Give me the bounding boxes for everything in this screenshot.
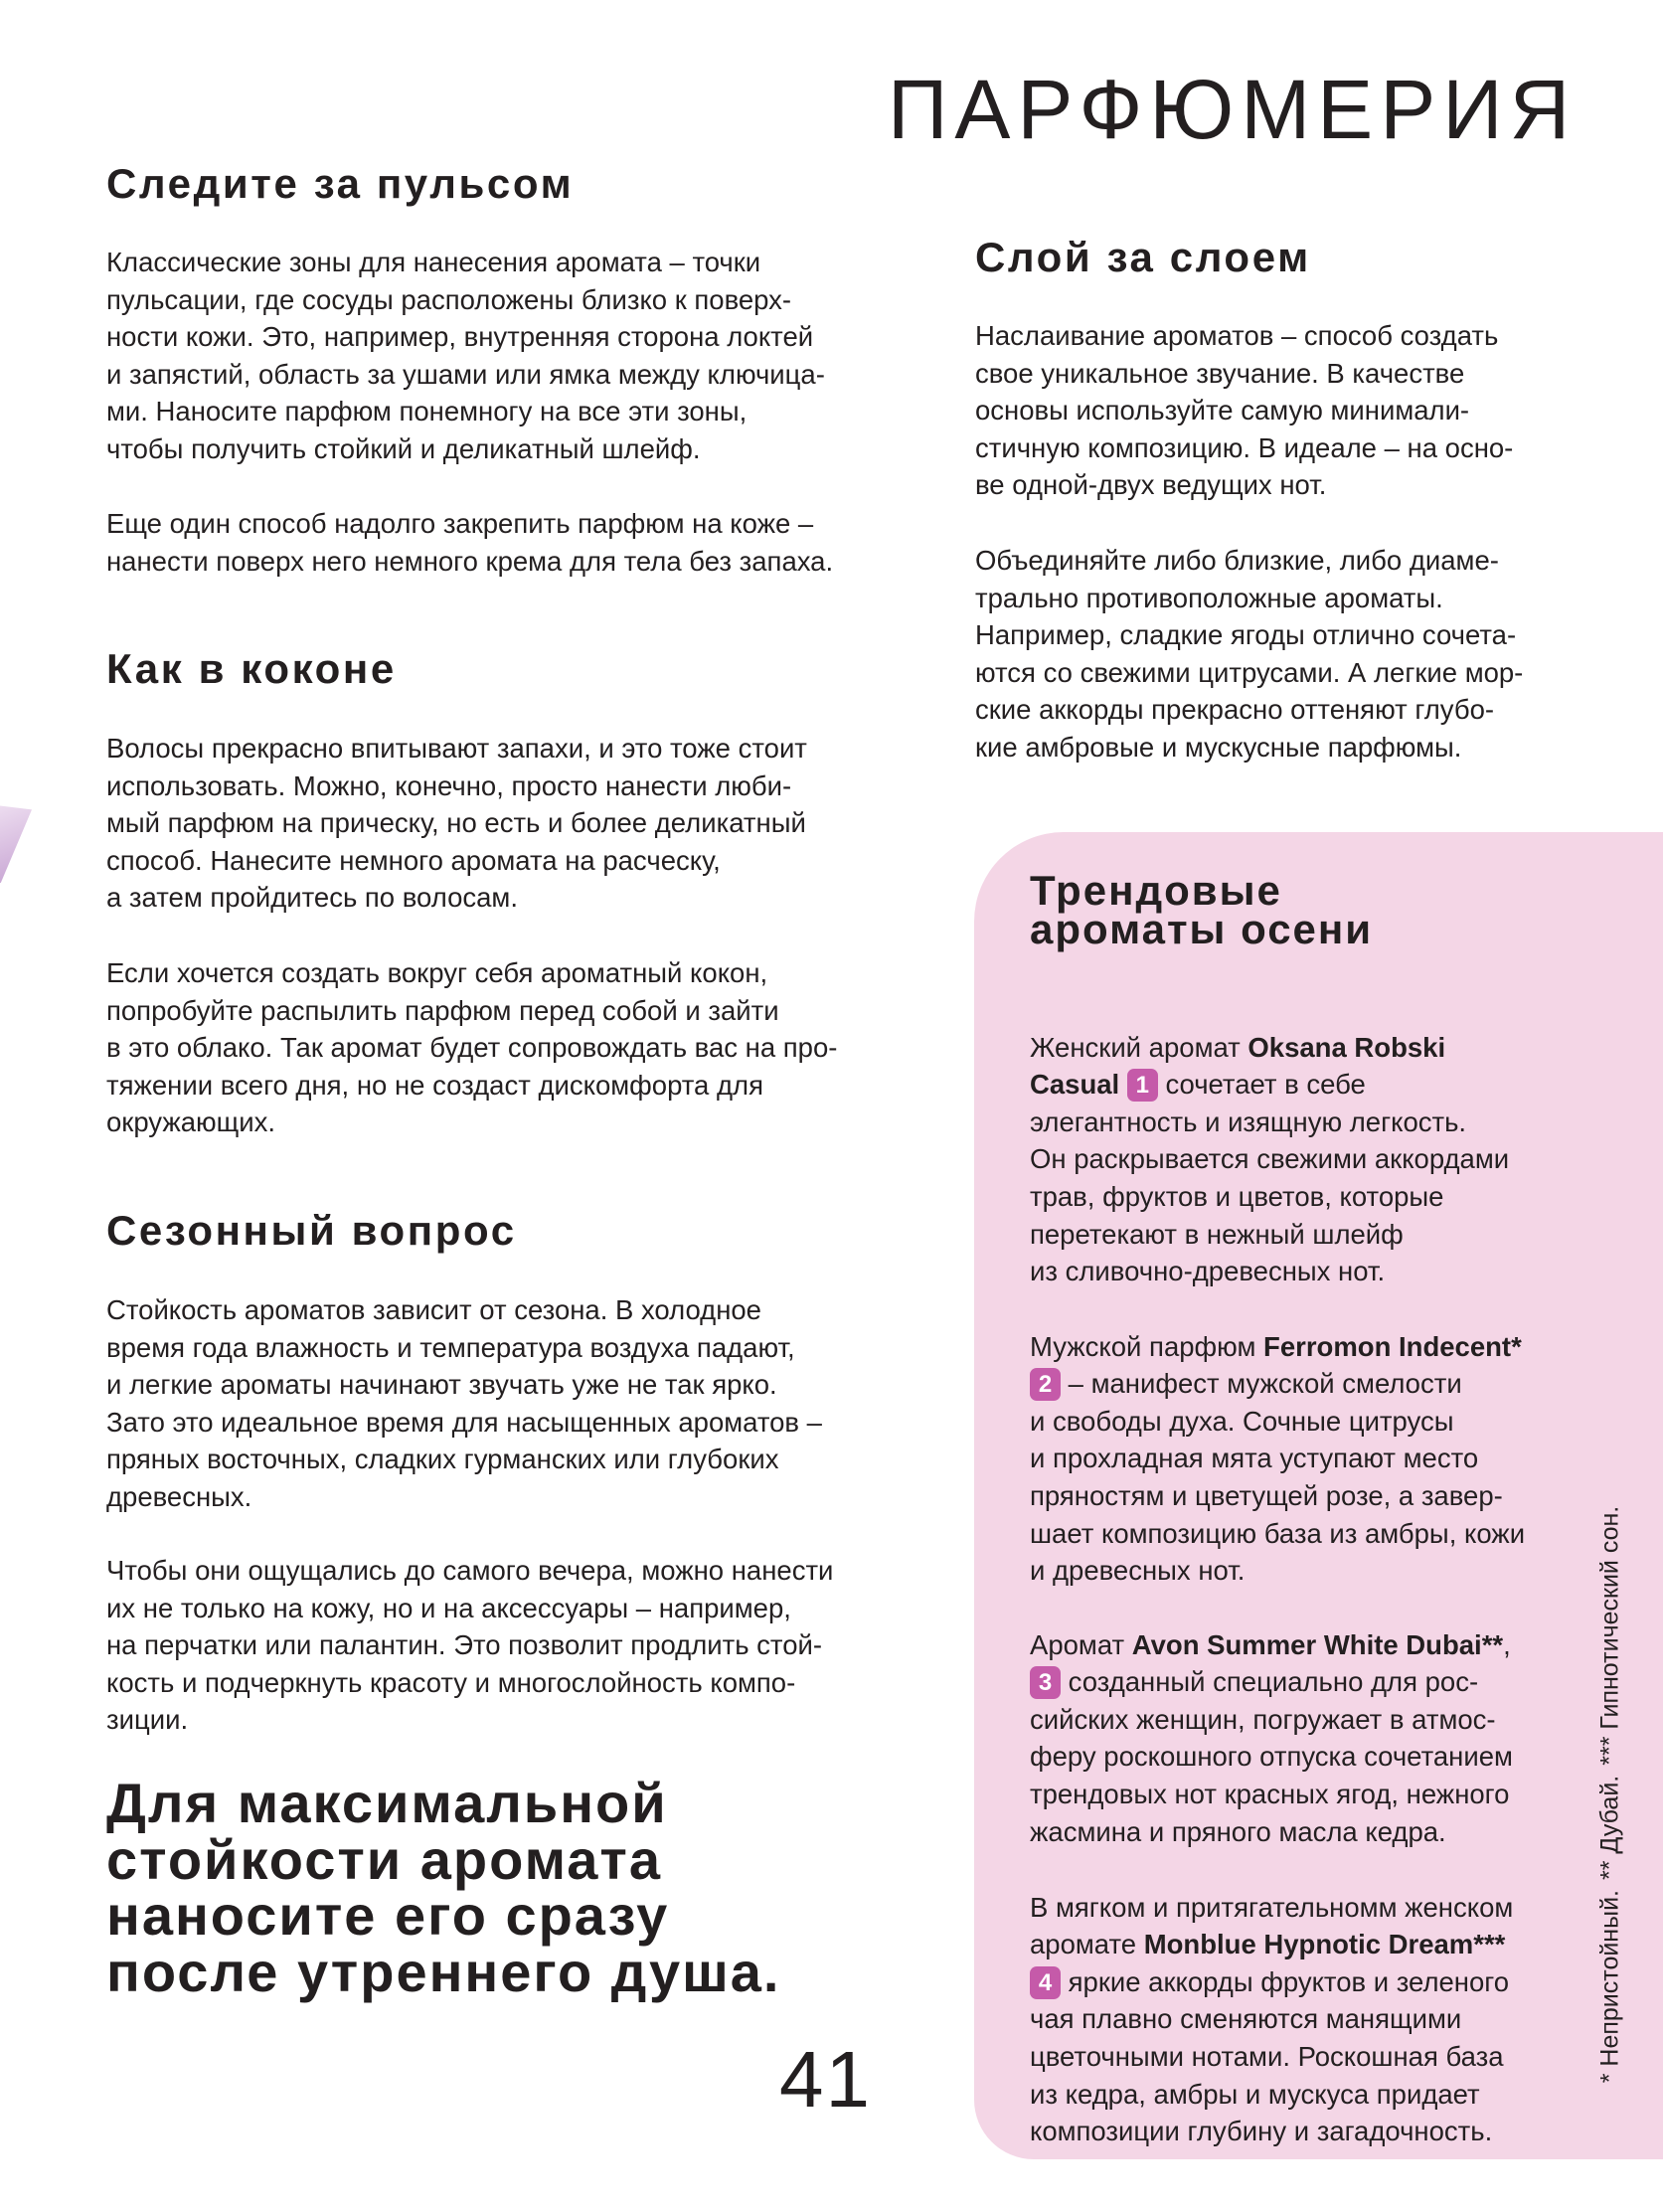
item-text: сочетает в себе элегантность и изящную легкость. Он раскрывается свежими аккордами трав, фруктов и цветов, которые перетекают в нежный шлейф из сливочно-древесных нот. bbox=[1030, 1069, 1510, 1287]
item-text: яркие аккорды фруктов и зеленого чая плавно сменяются манящими цветочными нотами. Роскошная база из кедра, амбры и мускуса придает композиции глубину и загадочность. bbox=[1030, 1965, 1509, 2147]
paragraph: Классические зоны для нанесения аромата – точки пульсации, где сосуды расположены близко к поверх- ности кожи. Это, например, внутренняя сторона локтей и запястий, область за ушами или ямка между ключица- ми. Наносите парфюм понемногу на все эти зоны, чтобы получить стойкий и деликатный шлейф. bbox=[106, 247, 825, 464]
item-text: Аромат bbox=[1030, 1628, 1132, 1660]
trend-item bbox=[1030, 991, 1586, 1290]
footnote: * Непристойный. bbox=[1595, 1890, 1624, 2084]
footnote: *** Гипнотический сон. bbox=[1595, 1505, 1624, 1766]
trend-item bbox=[1030, 1851, 1586, 2150]
footnotes bbox=[1596, 1496, 1625, 2084]
number-badge: 3 bbox=[1030, 1666, 1061, 1699]
paragraph: Еще один способ надолго закрепить парфюм на коже – нанести поверх него немного крема для тела без запаха. bbox=[106, 508, 834, 577]
page-title: ПАРФЮМЕРИЯ bbox=[888, 63, 1578, 156]
product-name: Oksana Robski Casual bbox=[1030, 1031, 1446, 1101]
product-name: Avon Summer White Dubai** bbox=[1131, 1628, 1504, 1660]
paragraph: Если хочется создать вокруг себя ароматный кокон, попробуйте распылить парфюм перед собой и зайти в это облако. Так аромат будет сопровождать вас на про- тяжении всего дня, но не создаст дискомфорта для окружающих. bbox=[106, 957, 838, 1138]
heading-season: Сезонный вопрос bbox=[106, 1207, 517, 1254]
paragraph: Стойкость ароматов зависит от сезона. В холодное время года влажность и температура воздуха падают, и легкие ароматы начинают звучать уже не так ярко. Зато это идеальное время для насыщенных ароматов – пряных восточных, сладких гурманских или глубоких древесных. bbox=[106, 1294, 822, 1512]
paragraph: Наслаивание ароматов – способ создать свое уникальное звучание. В качестве основы используйте самую минимали- стичную композицию. В идеале – на осно- ве одной-двух ведущих нот. bbox=[975, 320, 1514, 501]
number-badge: 4 bbox=[1030, 1966, 1061, 1999]
number-badge: 2 bbox=[1030, 1368, 1061, 1401]
item-text bbox=[1119, 1069, 1127, 1100]
paragraph: Волосы прекрасно впитывают запахи, и это тоже стоит использовать. Можно, конечно, просто нанести люби- мый парфюм на прическу, но есть и более деликатный способ. Нанесите немного аромата на расческу, а затем пройдитесь по волосам. bbox=[106, 733, 807, 914]
perfume-bottle-fragment-image bbox=[0, 803, 32, 883]
heading-cocoon: Как в коконе bbox=[106, 645, 397, 692]
trend-box-heading: Трендовые ароматы осени bbox=[1030, 867, 1374, 952]
page-number: 41 bbox=[779, 2035, 872, 2124]
product-name: Ferromon Indecent* bbox=[1263, 1330, 1522, 1362]
heading-layering: Слой за слоем bbox=[975, 234, 1311, 280]
item-text: – манифест мужской смелости и свободы духа. Сочные цитрусы и прохладная мята уступают место пряностям и цветущей розе, а завер- шает композицию база из амбры, кожи и древесных нот. bbox=[1030, 1368, 1526, 1587]
pull-quote: Для максимальной стойкости аромата наносите его сразу после утреннего душа. bbox=[106, 1772, 781, 2003]
paragraph: Объединяйте либо близкие, либо диаме- трально противоположные ароматы. Например, сладкие ягоды отлично сочета- ются со свежими цитрусами. А легкие мор- ские аккорды прекрасно оттеняют глубо- кие амбровые и мускусные парфюмы. bbox=[975, 545, 1524, 763]
number-badge: 1 bbox=[1127, 1069, 1158, 1102]
item-text: созданный специально для рос- сийских женщин, погружает в атмос- феру роскошного отпуска сочетанием трендовых нот красных ягод, нежного жасмина и пряного масла кедра. bbox=[1030, 1666, 1513, 1847]
paragraph: Чтобы они ощущались до самого вечера, можно нанести их не только на кожу, но и на аксессуары – например, на перчатки или палантин. Это позволит продлить стой- кость и подчеркнуть красоту и многослойность компо- зиции. bbox=[106, 1555, 834, 1736]
item-text: , bbox=[1503, 1628, 1511, 1660]
heading-pulse: Следите за пульсом bbox=[106, 160, 575, 207]
trend-item bbox=[1030, 1589, 1586, 1850]
item-text: Мужской парфюм bbox=[1030, 1330, 1264, 1362]
footnote: ** Дубай. bbox=[1595, 1775, 1624, 1880]
item-text: В мягком и притягательномм женском аромате bbox=[1030, 1891, 1514, 1960]
trend-item bbox=[1030, 1290, 1586, 1590]
product-name: Monblue Hypnotic Dream*** bbox=[1143, 1929, 1506, 1960]
item-text: Женский аромат bbox=[1030, 1031, 1248, 1063]
